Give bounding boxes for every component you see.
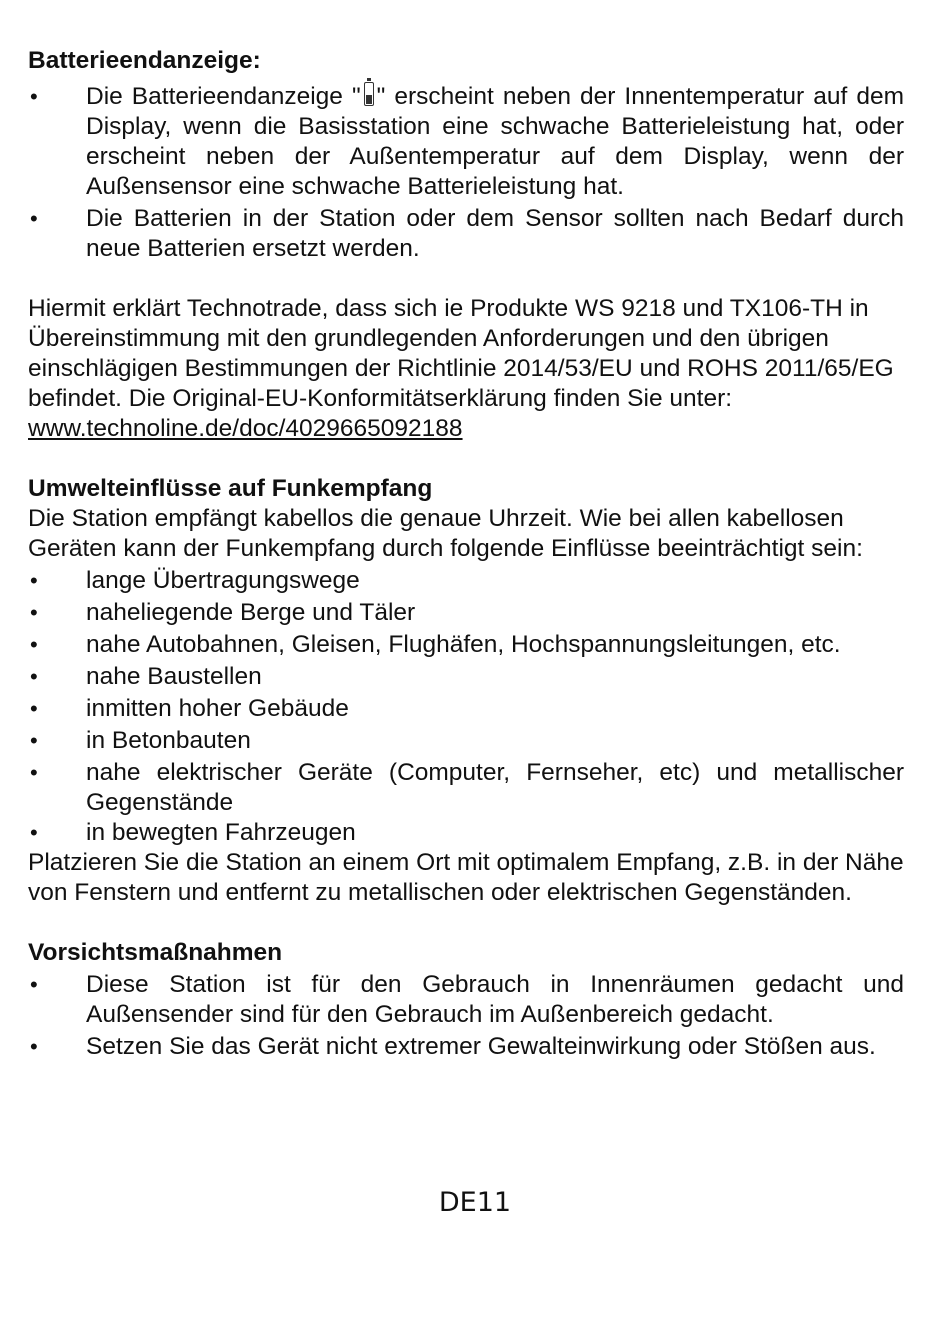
list-item: • Diese Station ist für den Gebrauch in Innenräumen gedacht und Außensender sind für den Gebrauch im Außenbereich gedacht. (28, 970, 904, 1030)
declaration-text: Hiermit erklärt Technotrade, dass sich ie Produkte WS 9218 und TX106-TH in Übereinstimmung mit den grundlegenden Anforderungen und den übrigen einschlägigen Bestimmungen der Richtlinie 2014/53/EU und ROHS 2011/65/EG befindet. Die Original-EU-Konformitätserklärung finden Sie unter: (28, 295, 894, 412)
battery-low-icon (364, 82, 374, 106)
radio-intro: Die Station empfängt kabellos die genaue Uhrzeit. Wie bei allen kabellosen Geräten kann der Funkempfang durch folgende Einflüsse beeinträchtigt sein: (28, 505, 863, 562)
list-item: • lange Übertragungswege (28, 566, 904, 596)
battery-heading: Batterieendanzeige: (28, 47, 261, 74)
document-page (28, 46, 904, 1062)
list-item (28, 82, 904, 202)
list-item: • naheliegende Berge und Täler (28, 598, 904, 628)
battery-item-text-after: " erscheint neben der Innentemperatur auf dem Display, wenn die Basisstation eine schwache Batterieleistung hat, oder erscheint neben der Außentemperatur auf dem Display, wenn der Außensensor eine schwache Batterieleistung hat. (86, 83, 904, 200)
battery-list (28, 82, 904, 264)
precautions-heading: Vorsichtsmaßnahmen (28, 939, 283, 966)
radio-heading: Umwelteinflüsse auf Funkempfang (28, 475, 433, 502)
list-item: • in bewegten Fahrzeugen (28, 818, 904, 848)
list-item: • inmitten hoher Gebäude (28, 694, 904, 724)
list-item: • in Betonbauten (28, 726, 904, 756)
list-item: • Setzen Sie das Gerät nicht extremer Gewalteinwirkung oder Stößen aus. (28, 1032, 904, 1062)
list-item: • nahe elektrischer Geräte (Computer, Fernseher, etc) und metallischer Gegenstände (28, 758, 904, 818)
declaration-link[interactable]: www.technoline.de/doc/4029665092188 (28, 415, 463, 442)
radio-outro: Platzieren Sie die Station an einem Ort mit optimalem Empfang, z.B. in der Nähe von Fenstern und entfernt zu metallischen oder elektrischen Gegenständen. (28, 849, 904, 906)
declaration-paragraph (28, 294, 904, 444)
list-item (28, 204, 904, 264)
list-item: • nahe Autobahnen, Gleisen, Flughäfen, Hochspannungsleitungen, etc. (28, 630, 904, 660)
page-number: DE11 (438, 1187, 512, 1218)
battery-item-text: Die Batterien in der Station oder dem Sensor sollten nach Bedarf durch neue Batterien ersetzt werden. (86, 205, 904, 262)
precautions-list (28, 970, 904, 1062)
list-item: • nahe Baustellen (28, 662, 904, 692)
radio-influence-list (28, 566, 904, 848)
battery-item-text-before: Die Batterieendanzeige " (86, 83, 361, 110)
